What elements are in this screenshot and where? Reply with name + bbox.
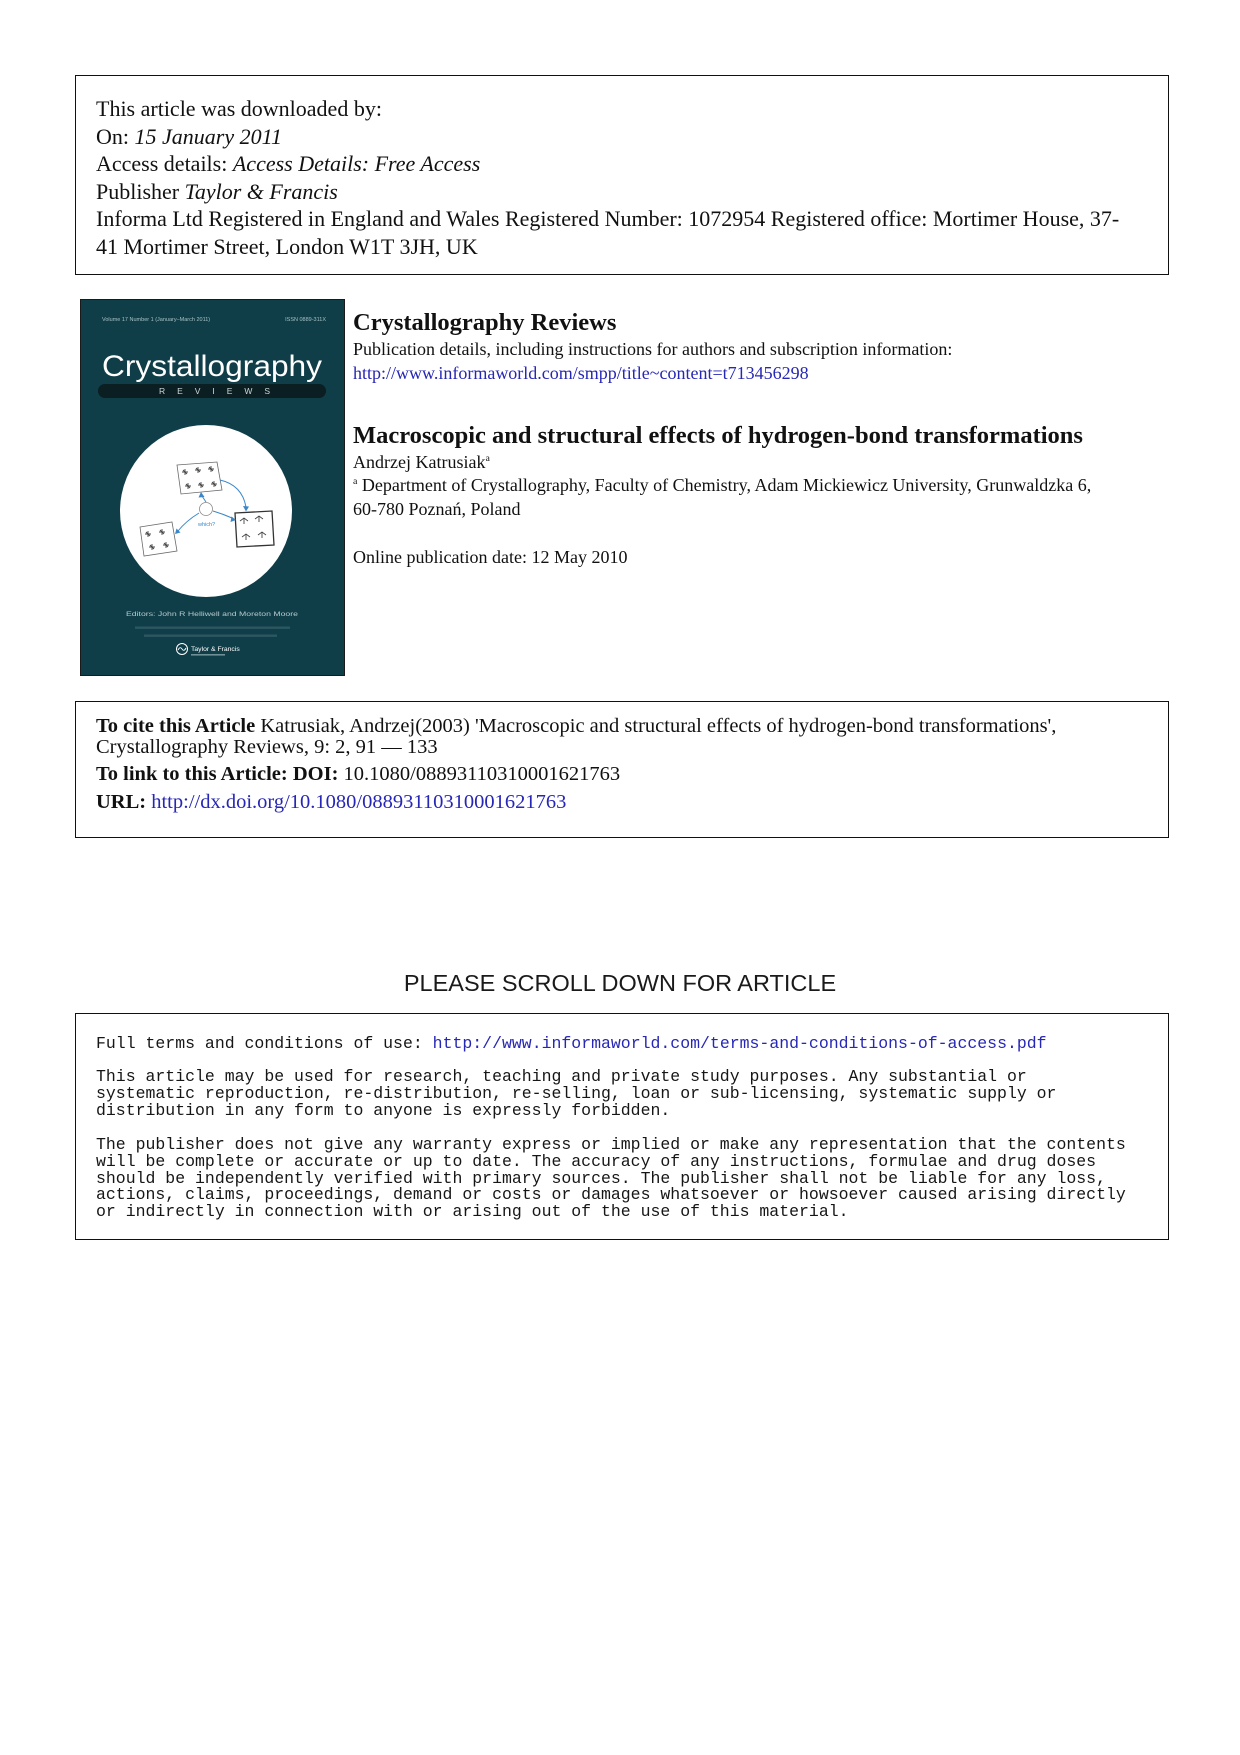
journal-url-link[interactable]: http://www.informaworld.com/smpp/title~content=t713456298 <box>353 363 809 383</box>
cover-title: Crystallography <box>102 350 322 383</box>
article-affiliation <box>353 473 1091 521</box>
usage-line: systematic reproduction, re-distribution, re-selling, loan or sub-licensing, systematic supply or <box>96 1083 1057 1103</box>
publisher-value: Taylor & Francis <box>184 178 338 204</box>
cite-label: To cite this Article <box>96 715 256 737</box>
cite-paragraph <box>96 716 1056 757</box>
journal-details: Publication details, including instructions for authors and subscription information: <box>353 339 953 359</box>
disclaimer-line: actions, claims, proceedings, demand or costs or damages whatsoever or howsoever caused arising directly <box>96 1185 1126 1205</box>
scroll-down-notice: PLEASE SCROLL DOWN FOR ARTICLE <box>403 970 837 996</box>
cover-diagram-label: which? <box>198 522 216 528</box>
downloaded-by-line: This article was downloaded by: <box>96 96 382 121</box>
cover-faint-line <box>135 627 290 629</box>
author-affiliation-mark: a <box>485 453 490 465</box>
article-title: Macroscopic and structural effects of hydrogen-bond transformations <box>353 422 1083 449</box>
cover-subtitle: REVIEWS <box>159 386 270 397</box>
diagram-center-node <box>200 503 213 516</box>
publisher-line <box>96 178 1119 206</box>
disclaimer-line: The publisher does not give any warranty express or implied or make any representation that the contents <box>96 1135 1126 1154</box>
disclaimer-line: or indirectly in connection with or arising out of the use of this material. <box>96 1202 849 1222</box>
cite-line <box>96 716 1056 737</box>
online-publication-date: Online publication date: 12 May 2010 <box>353 547 628 567</box>
download-notice-box <box>75 75 1169 275</box>
publisher-label: Publisher <box>96 178 180 204</box>
access-details-value: Access Details: Free Access <box>232 151 481 176</box>
affiliation-text: Department of Crystallography, Faculty of Chemistry, Adam Mickiewicz University, Grunwaldzka 6, <box>361 475 1092 495</box>
url-label: URL: <box>96 791 147 813</box>
download-date-label: On: <box>96 123 129 149</box>
cover-editors: Editors: John R Helliwell and Moreton Moore <box>126 611 299 618</box>
affiliation-mark: a <box>353 476 358 488</box>
disclaimer-paragraph <box>96 1137 1126 1221</box>
disclaimer-line: will be complete or accurate or up to date. The accuracy of any instructions, formulae and drug doses <box>96 1151 1097 1171</box>
download-date-line <box>96 123 1119 151</box>
citation-box <box>75 701 1169 838</box>
registration-line: Informa Ltd Registered in England and Wales Registered Number: 1072954 Registered office: Mortimer House, 37- <box>96 206 1120 231</box>
disclaimer-line: should be independently verified with primary sources. The publisher shall not be liable for any loss, <box>96 1168 1106 1188</box>
article-url-link[interactable]: http://dx.doi.org/10.1080/08893110310001621763 <box>151 791 567 813</box>
affiliation-line <box>353 473 1091 497</box>
journal-url-line <box>353 362 809 384</box>
usage-line: This article may be used for research, teaching and private study purposes. Any substantial or <box>96 1067 1027 1086</box>
cover-issue-line: Volume 17 Number 1 (January–March 2011) <box>102 317 211 323</box>
terms-url-link[interactable]: http://www.informaworld.com/terms-and-conditions-of-access.pdf <box>432 1034 1047 1053</box>
cover-publisher-logo-text: Taylor & Francis <box>191 646 240 653</box>
cover-logo-subtext <box>191 654 225 656</box>
cover-faint-line <box>144 635 277 637</box>
terms-box <box>75 1013 1169 1240</box>
journal-title: Crystallography Reviews <box>353 309 617 336</box>
cite-text: Katrusiak, Andrzej(2003) 'Macroscopic and structural effects of hydrogen-bond transformations', <box>260 715 1057 737</box>
terms-label: Full terms and conditions of use: <box>96 1034 423 1053</box>
terms-line <box>96 1036 1047 1053</box>
cite-line: Crystallography Reviews, 9: 2, 91 — 133 <box>96 735 438 758</box>
download-date-value: 15 January 2011 <box>134 123 282 149</box>
registration-line: 41 Mortimer Street, London W1T 3JH, UK <box>96 233 478 259</box>
doi-label: To link to this Article: DOI: <box>96 763 339 785</box>
usage-line: distribution in any form to anyone is expressly forbidden. <box>96 1100 671 1120</box>
journal-cover-image <box>80 299 345 676</box>
doi-value: 10.1080/08893110310001621763 <box>343 763 621 785</box>
access-details-line <box>96 150 1119 178</box>
affiliation-line: 60-780 Poznań, Poland <box>353 499 521 519</box>
access-details-label: Access details: <box>96 151 228 176</box>
usage-paragraph <box>96 1069 1056 1119</box>
article-url-line <box>96 792 566 813</box>
doi-line <box>96 764 620 785</box>
download-notice <box>96 95 1119 260</box>
cover-issn: ISSN 0889-311X <box>285 317 326 323</box>
article-author: Andrzej Katrusiak <box>353 452 486 472</box>
article-author-line <box>353 451 490 473</box>
